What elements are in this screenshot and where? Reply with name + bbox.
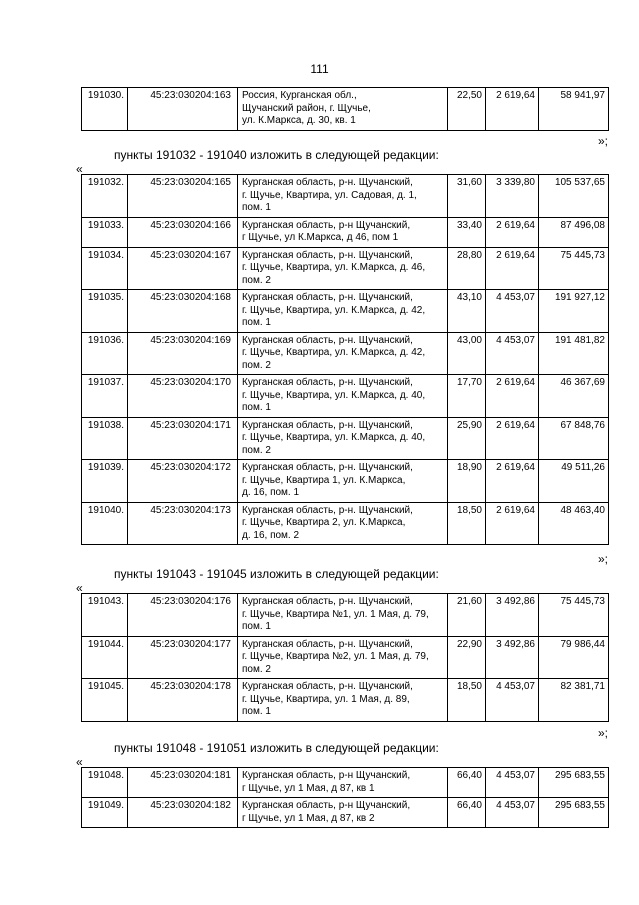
page-number: 111 xyxy=(310,62,329,76)
cadastral-value-cell: 67 848,76 xyxy=(539,417,609,460)
rate-cell: 4 453,07 xyxy=(486,290,539,333)
row-number-cell: 191037. xyxy=(82,375,128,418)
registry-table-body xyxy=(82,594,609,722)
address-line: д. 16, пом. 1 xyxy=(242,487,300,498)
address-line: Россия, Курганская обл., xyxy=(242,90,357,101)
address-line: Курганская область, р-н Щучанский, xyxy=(242,800,411,811)
address-line: пом. 2 xyxy=(242,444,271,456)
section-instruction: пункты 191032 - 191040 изложить в следующей редакции: xyxy=(114,148,439,162)
registry-table xyxy=(81,174,609,545)
cadastral-value-cell: 79 986,44 xyxy=(539,636,609,679)
area-cell: 21,60 xyxy=(448,594,486,637)
rate-cell: 2 619,64 xyxy=(486,417,539,460)
table-row xyxy=(82,768,609,798)
address-line: г. Щучье, Квартира №1, ул. 1 Мая, д. 79, xyxy=(242,608,429,620)
address-cell xyxy=(238,332,448,375)
address-line: д. 16, пом. 2 xyxy=(242,529,300,541)
row-number-cell: 191032. xyxy=(82,175,128,218)
rate-cell: 4 453,07 xyxy=(486,332,539,375)
address-line: г. Щучье, Квартира, ул. К.Маркса, д. 42, xyxy=(242,304,426,316)
address-line: г Щучье, ул К.Маркса, д 46, пом 1 xyxy=(242,232,399,243)
rate-cell: 4 453,07 xyxy=(486,798,539,828)
table-row xyxy=(82,88,609,131)
registry-table-body xyxy=(82,768,609,828)
row-number-cell: 191036. xyxy=(82,332,128,375)
area-cell: 17,70 xyxy=(448,375,486,418)
address-line: Курганская область, р-н. Щучанский, xyxy=(242,681,413,692)
rate-cell: 3 492,86 xyxy=(486,636,539,679)
cadastral-number-cell: 45:23:030204:172 xyxy=(128,460,238,503)
address-cell xyxy=(238,290,448,333)
cadastral-value-cell: 295 683,55 xyxy=(539,798,609,828)
cadastral-value-cell: 191 927,12 xyxy=(539,290,609,333)
area-cell: 22,90 xyxy=(448,636,486,679)
area-cell: 18,50 xyxy=(448,679,486,722)
cadastral-number-cell: 45:23:030204:168 xyxy=(128,290,238,333)
close-quote: »; xyxy=(597,552,608,566)
cadastral-number-cell: 45:23:030204:166 xyxy=(128,217,238,247)
cadastral-value-cell: 75 445,73 xyxy=(539,594,609,637)
area-cell: 43,00 xyxy=(448,332,486,375)
section-instruction: пункты 191043 - 191045 изложить в следующей редакции: xyxy=(114,567,439,581)
address-cell xyxy=(238,460,448,503)
registry-table-body xyxy=(82,88,609,131)
address-line: Щучанский район, г. Щучье, xyxy=(242,102,371,114)
registry-table xyxy=(81,767,609,828)
cadastral-value-cell: 48 463,40 xyxy=(539,502,609,545)
row-number-cell: 191039. xyxy=(82,460,128,503)
area-cell: 33,40 xyxy=(448,217,486,247)
address-line: Курганская область, р-н. Щучанский, xyxy=(242,377,413,388)
address-line: пом. 2 xyxy=(242,359,271,371)
cadastral-number-cell: 45:23:030204:171 xyxy=(128,417,238,460)
area-cell: 25,90 xyxy=(448,417,486,460)
table-row xyxy=(82,594,609,637)
table-row xyxy=(82,332,609,375)
address-cell xyxy=(238,375,448,418)
cadastral-value-cell: 295 683,55 xyxy=(539,768,609,798)
address-line: пом. 1 xyxy=(242,706,271,717)
address-line: Курганская область, р-н. Щучанский, xyxy=(242,419,413,431)
address-line: г. Щучье, Квартира, ул. Садовая, д. 1, xyxy=(242,189,417,201)
cadastral-number-cell: 45:23:030204:178 xyxy=(128,679,238,722)
table-row xyxy=(82,460,609,503)
table-row xyxy=(82,679,609,722)
table-row xyxy=(82,798,609,828)
address-cell xyxy=(238,175,448,218)
row-number-cell: 191034. xyxy=(82,247,128,290)
address-line: Курганская область, р-н Щучанский, xyxy=(242,219,411,231)
table-row xyxy=(82,175,609,218)
area-cell: 66,40 xyxy=(448,798,486,828)
address-line: Курганская область, р-н. Щучанский, xyxy=(242,504,413,516)
address-line: Курганская область, р-н. Щучанский, xyxy=(242,249,413,261)
cadastral-number-cell: 45:23:030204:163 xyxy=(128,88,238,131)
row-number-cell: 191033. xyxy=(82,217,128,247)
address-line: Курганская область, р-н. Щучанский, xyxy=(242,596,413,607)
open-quote: « xyxy=(76,581,83,595)
row-number-cell: 191035. xyxy=(82,290,128,333)
address-line: Курганская область, р-н Щучанский, xyxy=(242,770,411,781)
address-line: г. Щучье, Квартира, ул. К.Маркса, д. 40, xyxy=(242,432,426,443)
address-cell xyxy=(238,417,448,460)
address-line: г. Щучье, Квартира, ул. К.Маркса, д. 42, xyxy=(242,347,426,358)
close-quote: »; xyxy=(597,726,608,740)
cadastral-value-cell: 46 367,69 xyxy=(539,375,609,418)
address-cell xyxy=(238,247,448,290)
address-line: пом. 2 xyxy=(242,274,271,286)
section-instruction: пункты 191048 - 191051 изложить в следующей редакции: xyxy=(114,741,439,755)
address-line: Курганская область, р-н. Щучанский, xyxy=(242,638,413,650)
cadastral-number-cell: 45:23:030204:182 xyxy=(128,798,238,828)
row-number-cell: 191045. xyxy=(82,679,128,722)
address-line: пом. 1 xyxy=(242,402,271,413)
address-cell xyxy=(238,636,448,679)
table-row xyxy=(82,290,609,333)
cadastral-value-cell: 87 496,08 xyxy=(539,217,609,247)
address-line: г Щучье, ул 1 Мая, д 87, кв 1 xyxy=(242,782,375,794)
address-line: Курганская область, р-н. Щучанский, xyxy=(242,462,413,473)
address-line: Курганская область, р-н. Щучанский, xyxy=(242,292,413,303)
address-line: Курганская область, р-н. Щучанский, xyxy=(242,334,413,346)
cadastral-value-cell: 191 481,82 xyxy=(539,332,609,375)
address-line: пом. 1 xyxy=(242,621,271,632)
rate-cell: 2 619,64 xyxy=(486,247,539,290)
cadastral-number-cell: 45:23:030204:177 xyxy=(128,636,238,679)
area-cell: 66,40 xyxy=(448,768,486,798)
table-row xyxy=(82,375,609,418)
rate-cell: 4 453,07 xyxy=(486,768,539,798)
address-line: пом. 1 xyxy=(242,317,271,328)
address-line: г. Щучье, Квартира, ул. К.Маркса, д. 46, xyxy=(242,262,426,273)
row-number-cell: 191044. xyxy=(82,636,128,679)
row-number-cell: 191040. xyxy=(82,502,128,545)
registry-table-body xyxy=(82,175,609,545)
row-number-cell: 191030. xyxy=(82,88,128,131)
address-line: пом. 2 xyxy=(242,663,271,675)
rate-cell: 2 619,64 xyxy=(486,375,539,418)
address-line: г. Щучье, Квартира №2, ул. 1 Мая, д. 79, xyxy=(242,651,429,662)
address-line: пом. 1 xyxy=(242,202,271,213)
area-cell: 28,80 xyxy=(448,247,486,290)
rate-cell: 2 619,64 xyxy=(486,502,539,545)
address-line: г. Щучье, Квартира, ул. 1 Мая, д. 89, xyxy=(242,693,410,705)
area-cell: 18,90 xyxy=(448,460,486,503)
address-line: г. Щучье, Квартира 1, ул. К.Маркса, xyxy=(242,474,406,486)
table-row xyxy=(82,247,609,290)
open-quote: « xyxy=(76,755,83,769)
address-line: г. Щучье, Квартира 2, ул. К.Маркса, xyxy=(242,517,406,528)
address-cell xyxy=(238,679,448,722)
cadastral-number-cell: 45:23:030204:165 xyxy=(128,175,238,218)
rate-cell: 2 619,64 xyxy=(486,217,539,247)
row-number-cell: 191038. xyxy=(82,417,128,460)
cadastral-number-cell: 45:23:030204:170 xyxy=(128,375,238,418)
address-cell xyxy=(238,594,448,637)
area-cell: 22,50 xyxy=(448,88,486,131)
address-cell xyxy=(238,88,448,131)
address-line: г Щучье, ул 1 Мая, д 87, кв 2 xyxy=(242,812,375,824)
rate-cell: 3 492,86 xyxy=(486,594,539,637)
row-number-cell: 191043. xyxy=(82,594,128,637)
area-cell: 43,10 xyxy=(448,290,486,333)
cadastral-number-cell: 45:23:030204:176 xyxy=(128,594,238,637)
address-cell xyxy=(238,217,448,247)
address-line: ул. К.Маркса, д. 30, кв. 1 xyxy=(242,115,356,126)
cadastral-value-cell: 75 445,73 xyxy=(539,247,609,290)
cadastral-number-cell: 45:23:030204:181 xyxy=(128,768,238,798)
close-quote: »; xyxy=(597,134,608,148)
area-cell: 31,60 xyxy=(448,175,486,218)
address-cell xyxy=(238,768,448,798)
address-cell xyxy=(238,502,448,545)
rate-cell: 2 619,64 xyxy=(486,88,539,131)
cadastral-number-cell: 45:23:030204:169 xyxy=(128,332,238,375)
row-number-cell: 191049. xyxy=(82,798,128,828)
registry-table xyxy=(81,593,609,722)
rate-cell: 4 453,07 xyxy=(486,679,539,722)
rate-cell: 2 619,64 xyxy=(486,460,539,503)
cadastral-value-cell: 58 941,97 xyxy=(539,88,609,131)
open-quote: « xyxy=(76,162,83,176)
address-line: Курганская область, р-н. Щучанский, xyxy=(242,177,413,188)
table-row xyxy=(82,636,609,679)
address-cell xyxy=(238,798,448,828)
cadastral-value-cell: 105 537,65 xyxy=(539,175,609,218)
table-row xyxy=(82,502,609,545)
table-row xyxy=(82,417,609,460)
table-row xyxy=(82,217,609,247)
cadastral-value-cell: 49 511,26 xyxy=(539,460,609,503)
address-line: г. Щучье, Квартира, ул. К.Маркса, д. 40, xyxy=(242,389,426,401)
registry-table xyxy=(81,87,609,131)
cadastral-number-cell: 45:23:030204:173 xyxy=(128,502,238,545)
rate-cell: 3 339,80 xyxy=(486,175,539,218)
row-number-cell: 191048. xyxy=(82,768,128,798)
cadastral-number-cell: 45:23:030204:167 xyxy=(128,247,238,290)
cadastral-value-cell: 82 381,71 xyxy=(539,679,609,722)
area-cell: 18,50 xyxy=(448,502,486,545)
